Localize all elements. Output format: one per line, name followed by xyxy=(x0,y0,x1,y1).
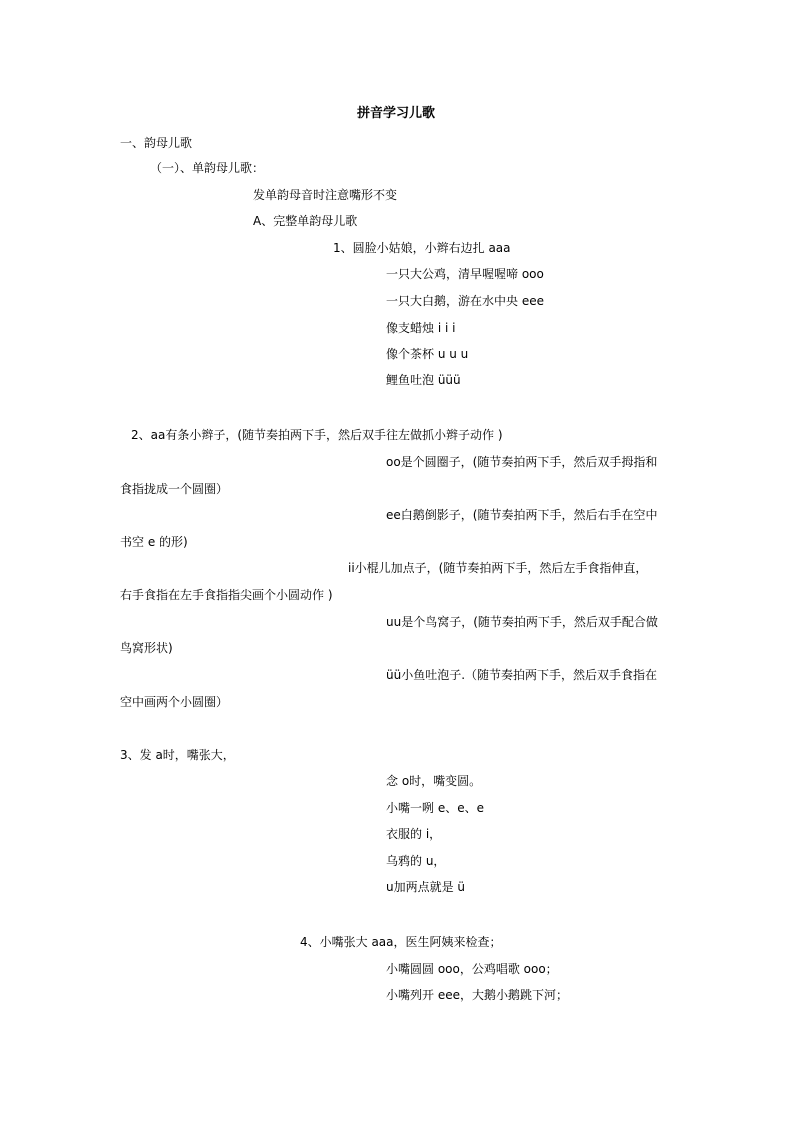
song3-line: 小嘴一咧 e、e、e xyxy=(386,801,484,815)
song4-line: 4、小嘴张大 aaa，医生阿姨来检查； xyxy=(300,935,502,949)
song1-line: 一只大白鹅，游在水中央 eee xyxy=(386,294,544,308)
song3-line: 3、发 a时，嘴张大， xyxy=(120,748,235,762)
song1-line: 像支蜡烛 i i i xyxy=(386,321,456,335)
song2-line: 右手食指在左手食指指尖画个小圆动作 ) xyxy=(120,588,333,602)
song2-line: oo是个圆圈子，(随节奏拍两下手，然后双手拇指和 xyxy=(386,455,658,469)
part-heading: A、完整单韵母儿歌 xyxy=(253,214,358,228)
song3-line: 念 o时，嘴变圆。 xyxy=(386,774,482,788)
song1-line: 鲤鱼吐泡 üüü xyxy=(386,373,461,387)
song2-line: 书空 e 的形) xyxy=(120,535,188,549)
pronunciation-note: 发单韵母音时注意嘴形不变 xyxy=(253,188,398,202)
song2-line: ii小棍儿加点子，(随节奏拍两下手，然后左手食指伸直， xyxy=(348,561,648,575)
song2-line: 鸟窝形状) xyxy=(120,641,173,655)
song2-line: uu是个鸟窝子，(随节奏拍两下手，然后双手配合做 xyxy=(386,615,658,629)
song2-line: üü小鱼吐泡子.（随节奏拍两下手，然后双手食指在 xyxy=(386,668,658,682)
song2-line: 2、aa有条小辫子，(随节奏拍两下手，然后双手往左做抓小辫子动作 ) xyxy=(131,428,503,442)
song2-line: ee白鹅倒影子，(随节奏拍两下手，然后右手在空中 xyxy=(386,508,658,522)
song3-line: u加两点就是 ü xyxy=(386,880,466,894)
song4-line: 小嘴圆圆 ooo，公鸡唱歌 ooo； xyxy=(386,962,558,976)
song3-line: 乌鸦的 u， xyxy=(386,854,446,868)
song2-line: 食指拢成一个圆圈） xyxy=(120,482,229,496)
section-heading: 一、韵母儿歌 xyxy=(120,136,193,150)
subsection-heading: （一）、单韵母儿歌： xyxy=(150,161,265,175)
song4-line: 小嘴列开 eee，大鹅小鹅跳下河； xyxy=(386,988,568,1002)
song1-line: 像个茶杯 u u u xyxy=(386,347,469,361)
document-title: 拼音学习儿歌 xyxy=(357,106,436,121)
song1-line: 1、圆脸小姑娘，小辫右边扎 aaa xyxy=(333,241,511,255)
song2-line: 空中画两个小圆圈） xyxy=(120,695,229,709)
song3-line: 衣服的 i， xyxy=(386,827,442,841)
song1-line: 一只大公鸡，清早喔喔啼 ooo xyxy=(386,267,544,281)
